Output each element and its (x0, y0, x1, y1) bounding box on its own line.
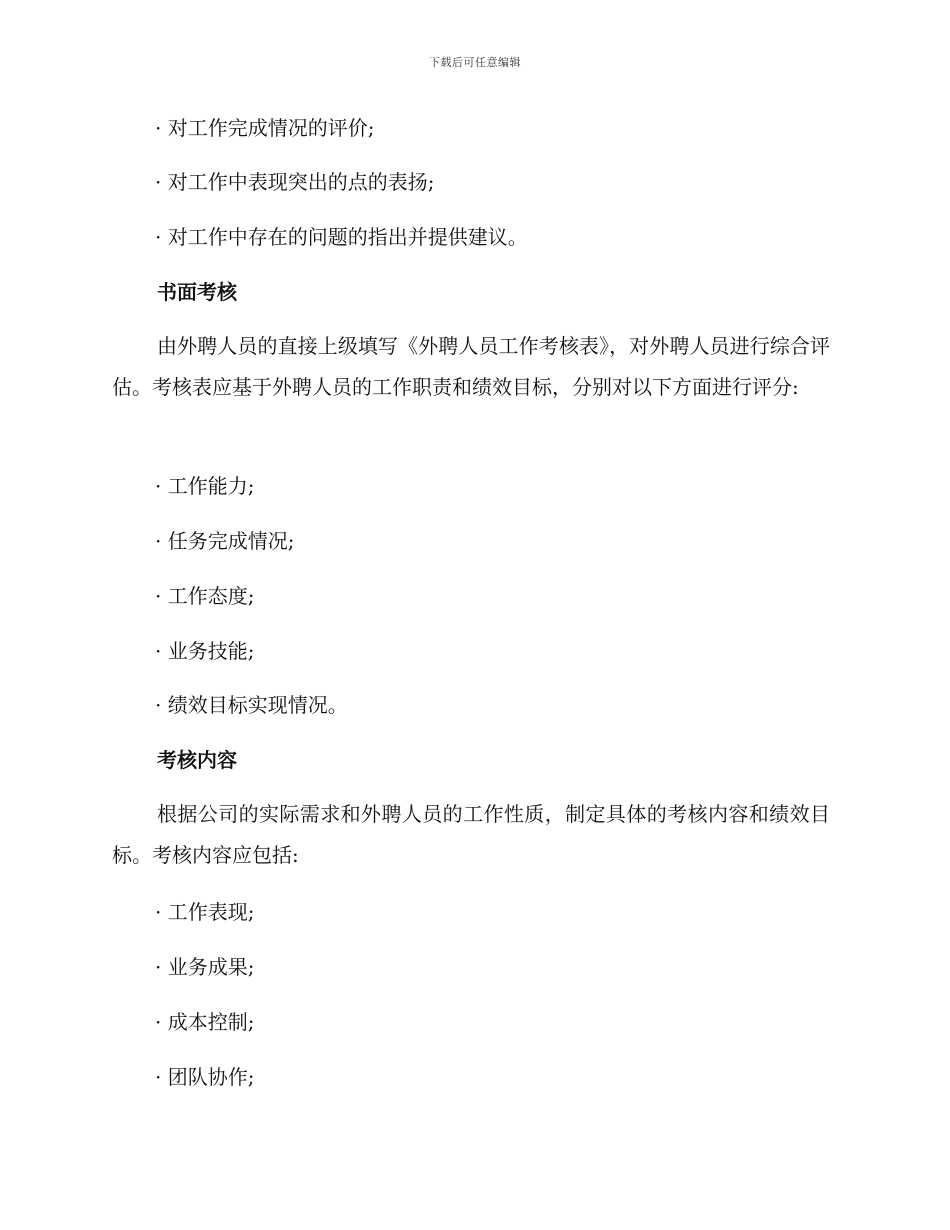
list-item: · 对工作中表现突出的点的表扬; (155, 170, 435, 194)
list-item: · 成本控制; (155, 1010, 255, 1034)
list-item: · 对工作完成情况的评价; (155, 116, 375, 140)
list-item: · 对工作中存在的问题的指出并提供建议。 (155, 225, 528, 249)
list-item: · 任务完成情况; (155, 529, 295, 553)
body-paragraph: 根据公司的实际需求和外聘人员的工作性质，制定具体的考核内容和绩效目标。考核内容应包括: (112, 802, 830, 867)
list-item: · 工作态度; (155, 584, 255, 608)
list-item: · 绩效目标实现情况。 (155, 693, 348, 717)
list-item: · 工作表现; (155, 900, 255, 924)
section-heading: 考核内容 (157, 748, 237, 772)
list-item: · 团队协作; (155, 1065, 255, 1089)
list-item: · 业务成果; (155, 955, 255, 979)
body-paragraph: 由外聘人员的直接上级填写《外聘人员工作考核表》，对外聘人员进行综合评估。考核表应基于外聘人员的工作职责和绩效目标，分别对以下方面进行评分: (112, 334, 830, 399)
list-item: · 业务技能; (155, 639, 255, 663)
page-header: 下载后可任意编辑 (429, 56, 521, 69)
section-heading: 书面考核 (157, 280, 237, 304)
list-item: · 工作能力; (155, 474, 255, 498)
